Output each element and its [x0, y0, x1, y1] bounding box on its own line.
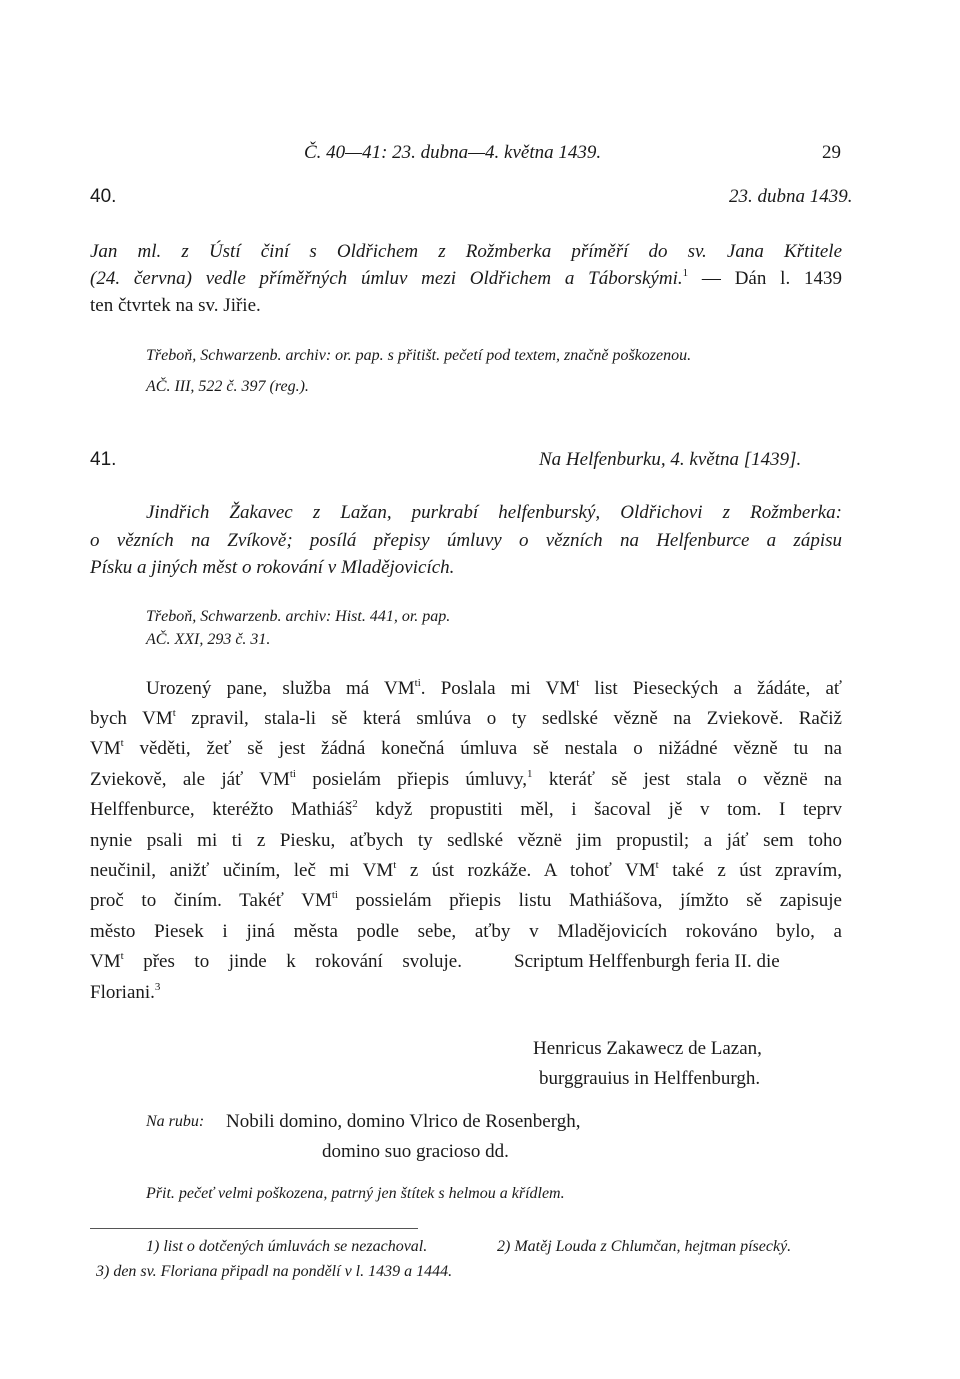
edition-citation: AČ. III, 522 č. 397 (reg.). [146, 378, 309, 395]
seal-note: Přit. pečeť velmi poškozena, patrný jen štítek s helmou a křídlem. [146, 1185, 565, 1202]
footnote-ref: 1 [527, 767, 533, 780]
source-citation: Třeboň, Schwarzenb. archiv: or. pap. s přitišt. pečetí pod textem, značně poškozenou. [146, 347, 692, 364]
footnote-ref: 1 [682, 266, 689, 279]
regest-line: Jindřich Žakavec z Lažan, purkrabí helfenburský, Oldřichovi z Rožmberka: [146, 502, 842, 523]
footnote-ref: 3 [154, 980, 161, 993]
address-line: Nobili domino, domino Vlrico de Rosenbergh, [226, 1111, 581, 1132]
document-date: 23. dubna 1439. [729, 186, 853, 207]
footnote: 3) den sv. Floriana připadl na pondělí v l. 1439 a 1444. [96, 1263, 453, 1280]
body-line: Scriptum Helffenburgh feria II. die [514, 951, 780, 972]
document-place-date: Na Helfenburku, 4. května [1439]. [539, 449, 802, 470]
body-line: nynie psali mi ti z Piesku, aťbych ty sedlské věznë jim propustil; a jáť sem toho [90, 830, 842, 851]
footnote-rule [90, 1228, 418, 1229]
edition-citation: AČ. XXI, 293 č. 31. [146, 631, 271, 648]
signature-line: burggrauius in Helffenburgh. [539, 1068, 761, 1089]
body-line: Zviekově, ale jáť $VM^{ti}$ posielám přiepis úmluvy,$^1$ kteráť sě jest stala o věznë na [90, 767, 842, 790]
regest-line: Písku a jiných měst o rokování v Mladějovicích. [90, 557, 455, 578]
document-number: 41. [90, 449, 117, 470]
regest-line: (24. června) vedle příměřných úmluv mezi Oldřichem a Táborskými.$^1$ — Dán l. 1439 [90, 266, 842, 289]
footnote: 1) list o dotčených úmluvách se nezachoval. [146, 1238, 428, 1255]
address-line: domino suo gracioso dd. [322, 1141, 509, 1162]
body-line: město Piesek i jiná města podle sebe, aťby v Mladějovicích rokováno bylo, a [90, 921, 842, 942]
body-line: $VM^t$ přes to jinde k rokování svoluje. [90, 949, 462, 972]
address-label: Na rubu: [146, 1113, 205, 1130]
document-number: 40. [90, 186, 117, 207]
signature-line: Henricus Zakawecz de Lazan, [533, 1038, 762, 1059]
body-line: bych $VM^t$ zpravil, stala-li sě která smlúva o ty sedlské vězně na Zviekově. Račiž [90, 706, 842, 729]
footnote: 2) Matěj Louda z Chlumčan, hejtman písecký. [497, 1238, 792, 1255]
body-line: $VM^t$ věděti, žeť sě jest žádná konečná úmluva sě nestala o nižádné vězně tu na [90, 736, 842, 759]
footnote-ref: 2 [352, 797, 358, 810]
body-line: Urozený pane, služba má $VM^{ti}$. Poslala mi $VM^t$ list Pieseckých a žádáte, ať [146, 676, 842, 699]
body-line: Floriani.$^3$ [90, 980, 161, 1003]
regest-line: Jan ml. z Ústí činí s Oldřichem z Rožmberka příměří do sv. Jana Křtitele [90, 241, 842, 262]
body-line: Helffenburce, kteréžto Mathiáš$^2$ když propustiti měl, i šacoval jě v tom. I teprv [90, 797, 842, 820]
regest-line: ten čtvrtek na sv. Jiřie. [90, 295, 261, 316]
page-number: 29 [822, 142, 841, 163]
running-title: Č. 40—41: 23. dubna—4. května 1439. [304, 142, 602, 163]
regest-line: o vězních na Zvíkově; posílá přepisy úmluvy o vězních na Helfenburce a zápisu [90, 530, 842, 551]
body-line: neučinil, anižť učiním, leč mi $VM^t$ z úst rozkáže. A tohoť $VM^t$ také z úst zpravím, [90, 858, 842, 881]
source-citation: Třeboň, Schwarzenb. archiv: Hist. 441, or. pap. [146, 608, 451, 625]
body-line: proč to činím. Takéť $VM^{ti}$ possielám přiepis listu Mathiášova, jímžto sě zapisuje [90, 888, 842, 911]
